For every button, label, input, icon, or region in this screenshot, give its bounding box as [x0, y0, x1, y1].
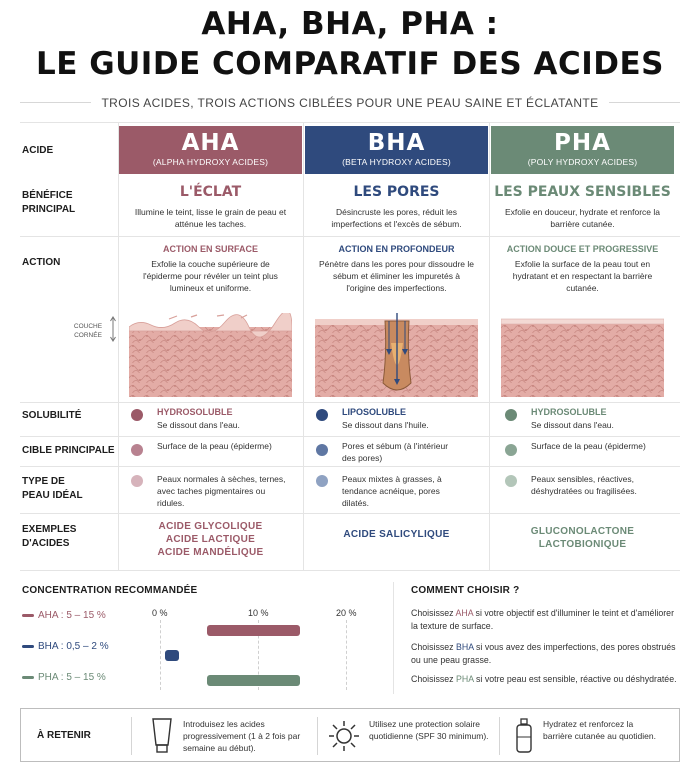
skin-barrier-illustration	[501, 313, 664, 397]
example-item: LACTOBIONIQUE	[538, 539, 627, 550]
action-title-pha: ACTION DOUCE ET PROGRESSIVE	[506, 244, 659, 254]
skin-surface-illustration	[129, 313, 292, 397]
concentration-row-pha	[22, 672, 106, 683]
row-label-cible: CIBLE PRINCIPALE	[22, 445, 115, 456]
concentration-row-aha	[22, 610, 106, 621]
example-item: ACIDE MANDÉLIQUE	[157, 547, 264, 558]
type-dot-aha	[131, 475, 143, 487]
example-item: ACIDE LACTIQUE	[165, 534, 256, 545]
sun-icon	[327, 717, 361, 755]
action-title-aha: ACTION EN SURFACE	[162, 244, 258, 254]
how-title: COMMENT CHOISIR ?	[411, 585, 520, 596]
table-top-rule	[20, 122, 680, 123]
concentration-gridline	[346, 620, 347, 690]
concentration-bar-bha	[165, 650, 179, 661]
concentration-label-bha: BHA : 0,5 – 2 %	[38, 641, 109, 652]
solubility-text-bha: Se dissout dans l'huile.	[342, 420, 429, 430]
benefit-bha: LES PORES	[353, 184, 440, 200]
header-aha-full: (ALPHA HYDROXY ACIDES)	[152, 157, 269, 167]
how-pre: Choisissez	[411, 674, 456, 684]
solubility-text-pha: Se dissout dans l'eau.	[531, 420, 614, 430]
concentration-label-aha: AHA : 5 – 15 %	[38, 610, 106, 621]
solubility-title-aha: HYDROSOLUBLE	[157, 407, 233, 417]
concentration-bar-aha	[207, 625, 300, 636]
example-item: GLUCONOLACTONE	[530, 526, 635, 537]
action-desc-bha: Pénètre dans les pores pour dissoudre le sébum et éliminer les impuretés à l'origine des imperfections.	[319, 259, 474, 293]
example-item: ACIDE SALICYLIQUE	[343, 529, 450, 540]
how-acid-bha: BHA	[455, 642, 474, 652]
examples-pha	[491, 525, 674, 551]
how-post: si votre peau est sensible, réactive ou déshydratée.	[473, 674, 677, 684]
section-divider	[393, 582, 394, 694]
action-desc-pha: Exfolie la surface de la peau tout en hydratant et en respectant la barrière cutanée.	[512, 259, 653, 293]
column-divider	[303, 122, 304, 570]
concentration-bar-pha	[207, 675, 300, 686]
concentration-gridline	[160, 620, 161, 690]
solubility-text-aha: Se dissout dans l'eau.	[157, 420, 240, 430]
benefit-pha: LES PEAUX SENSIBLES	[494, 184, 671, 200]
header-bha-name: BHA	[367, 130, 426, 156]
row-label-type: TYPE DE PEAU IDÉAL	[22, 476, 83, 501]
double-arrow-icon	[110, 316, 116, 342]
retenir-divider	[317, 717, 318, 755]
solubility-title-pha: HYDROSOLUBLE	[531, 407, 607, 417]
header-bha	[305, 126, 488, 174]
row-divider	[20, 402, 680, 403]
retenir-divider	[499, 717, 500, 755]
skin-pore-illustration	[315, 313, 478, 397]
solubility-dot-bha	[316, 409, 328, 421]
type-dot-bha	[316, 475, 328, 487]
cible-text-pha: Surface de la peau (épiderme)	[531, 441, 646, 451]
row-divider	[20, 436, 680, 437]
how-post: si votre objectif est d'illuminer le teint et d'améliorer la texture de surface.	[411, 608, 674, 631]
subtitle: TROIS ACIDES, TROIS ACTIONS CIBLÉES POUR UNE PEAU SAINE ET ÉCLATANTE	[91, 96, 608, 110]
concentration-tick-0: 0 %	[152, 608, 168, 618]
header-aha	[119, 126, 302, 174]
cible-dot-bha	[316, 444, 328, 456]
retenir-label: À RETENIR	[37, 730, 91, 741]
table-bottom-rule	[20, 570, 680, 571]
row-divider	[20, 513, 680, 514]
row-divider	[20, 236, 680, 237]
how-pre: Choisissez	[411, 608, 456, 618]
concentration-tick-20: 20 %	[336, 608, 357, 618]
retenir-tip-1: Introduisez les acides progressivement (1 à 2 fois par semaine au début).	[183, 719, 301, 753]
benefit-desc-aha: Illumine le teint, lisse le grain de peau et atténue les taches.	[134, 207, 287, 229]
cible-dot-pha	[505, 444, 517, 456]
benefit-aha: L'ÉCLAT	[179, 184, 242, 200]
type-text-aha: Peaux normales à sèches, ternes, avec taches pigmentaires ou ridules.	[157, 474, 286, 508]
action-desc-aha: Exfolie la couche supérieure de l'épiderme pour révéler un teint plus lumineux et uniforme.	[143, 259, 278, 293]
page-title-line1: AHA, BHA, PHA :	[201, 6, 499, 42]
bottle-icon	[509, 717, 539, 755]
how-post: si vous avez des imperfections, des pores obstrués ou une peau grasse.	[411, 642, 676, 665]
solubility-dot-aha	[131, 409, 143, 421]
header-pha-full: (POLY HYDROXY ACIDES)	[527, 157, 638, 167]
examples-aha	[119, 520, 302, 559]
type-text-pha: Peaux sensibles, réactives, déshydratées ou fragilisées.	[531, 474, 637, 496]
concentration-label-pha: PHA : 5 – 15 %	[38, 672, 106, 683]
row-label-benefice: BÉNÉFICE PRINCIPAL	[22, 190, 76, 215]
retenir-tip-3: Hydratez et renforcez la barrière cutanée au quotidien.	[543, 719, 656, 741]
header-pha	[491, 126, 674, 174]
type-text-bha: Peaux mixtes à grasses, à tendance acnéique, pores dilatés.	[342, 474, 442, 508]
tube-icon	[147, 717, 177, 755]
cible-text-aha: Surface de la peau (épiderme)	[157, 441, 272, 451]
header-bha-full: (BETA HYDROXY ACIDES)	[342, 157, 451, 167]
header-pha-name: PHA	[554, 130, 611, 156]
column-divider	[489, 122, 490, 570]
how-pre: Choisissez	[411, 642, 456, 652]
concentration-title: CONCENTRATION RECOMMANDÉE	[22, 585, 198, 596]
row-label-acide: ACIDE	[22, 145, 54, 156]
solubility-title-bha: LIPOSOLUBLE	[342, 407, 407, 417]
page-title-line2: LE GUIDE COMPARATIF DES ACIDES	[35, 46, 665, 82]
examples-bha	[305, 528, 488, 541]
cible-text-bha: Pores et sébum (à l'intérieur des pores)	[342, 441, 449, 463]
header-aha-name: AHA	[181, 130, 240, 156]
concentration-row-bha	[22, 641, 109, 652]
row-label-solubilite: SOLUBILITÉ	[22, 410, 82, 421]
example-item: ACIDE GLYCOLIQUE	[158, 521, 263, 532]
retenir-box	[20, 708, 680, 762]
action-title-bha: ACTION EN PROFONDEUR	[338, 244, 455, 254]
retenir-divider	[131, 717, 132, 755]
couche-cornee-label: COUCHE CORNÉE	[73, 323, 103, 339]
concentration-tick-10: 10 %	[248, 608, 269, 618]
benefit-desc-pha: Exfolie en douceur, hydrate et renforce la barrière cutanée.	[505, 207, 660, 229]
retenir-tip-2: Utilisez une protection solaire quotidienne (SPF 30 minimum).	[369, 719, 489, 741]
row-divider	[20, 466, 680, 467]
row-label-exemples: EXEMPLES D'ACIDES	[22, 524, 77, 549]
how-item-pha	[411, 673, 681, 686]
type-dot-pha	[505, 475, 517, 487]
cible-dot-aha	[131, 444, 143, 456]
how-item-bha	[411, 641, 681, 666]
solubility-dot-pha	[505, 409, 517, 421]
row-label-action: ACTION	[22, 257, 61, 268]
benefit-desc-bha: Désincruste les pores, réduit les imperfections et l'excès de sébum.	[331, 207, 462, 229]
how-acid-pha: PHA	[455, 674, 474, 684]
how-item-aha	[411, 607, 681, 632]
how-acid-aha: AHA	[455, 608, 474, 618]
